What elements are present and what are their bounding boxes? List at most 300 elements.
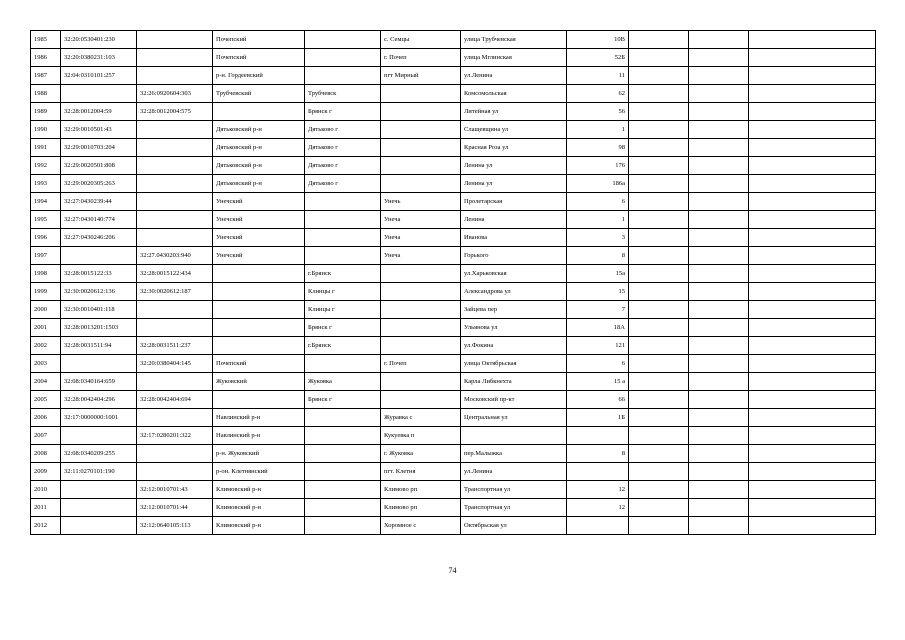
extra-2-cell: [689, 445, 749, 463]
cadastral-number-cell: 32:30:0010401:118: [61, 301, 137, 319]
locality-cell: Климово рп: [381, 499, 461, 517]
row-number-cell: 1994: [31, 193, 61, 211]
district-cell: Навлинский р-н: [213, 427, 305, 445]
locality-cell: [381, 85, 461, 103]
house-number-cell: 121: [567, 337, 629, 355]
extra-3-cell: [749, 355, 876, 373]
city-cell: [305, 247, 381, 265]
extra-2-cell: [689, 49, 749, 67]
city-cell: [305, 229, 381, 247]
cadastral-number-cell: 32:04:0310101:257: [61, 67, 137, 85]
locality-cell: [381, 265, 461, 283]
extra-1-cell: [629, 463, 689, 481]
street-cell: Карла Либкнехта: [461, 373, 567, 391]
city-cell: [305, 211, 381, 229]
district-cell: Почепский: [213, 49, 305, 67]
extra-2-cell: [689, 517, 749, 535]
table-row: [31, 247, 876, 265]
city-cell: Брянск г: [305, 319, 381, 337]
cadastral-number-2-cell: 32:12:0010701:43: [137, 481, 213, 499]
district-cell: [213, 103, 305, 121]
city-cell: Клинцы г: [305, 283, 381, 301]
locality-cell: г. Почеп: [381, 355, 461, 373]
city-cell: [305, 193, 381, 211]
cadastral-number-cell: 32:28:0012004:59: [61, 103, 137, 121]
table-row: [31, 427, 876, 445]
city-cell: Дятьково г: [305, 157, 381, 175]
district-cell: Унечский: [213, 229, 305, 247]
district-cell: Дятьковский р-н: [213, 139, 305, 157]
house-number-cell: 3: [567, 229, 629, 247]
cadastral-number-cell: [61, 85, 137, 103]
cadastral-number-2-cell: 32:28:0031511:237: [137, 337, 213, 355]
cadastral-number-cell: 32:27:0430239:44: [61, 193, 137, 211]
cadastral-number-cell: 32:30:0020612:136: [61, 283, 137, 301]
street-cell: Транспортная ул: [461, 499, 567, 517]
district-cell: Трубчевский: [213, 85, 305, 103]
row-number-cell: 1990: [31, 121, 61, 139]
cadastral-number-cell: [61, 517, 137, 535]
extra-2-cell: [689, 193, 749, 211]
street-cell: Московский пр-кт: [461, 391, 567, 409]
house-number-cell: 8: [567, 247, 629, 265]
extra-3-cell: [749, 481, 876, 499]
extra-3-cell: [749, 103, 876, 121]
street-cell: пер.Малыжка: [461, 445, 567, 463]
district-cell: Климовский р-н: [213, 481, 305, 499]
cadastral-number-2-cell: [137, 211, 213, 229]
row-number-cell: 2006: [31, 409, 61, 427]
extra-2-cell: [689, 121, 749, 139]
row-number-cell: 1999: [31, 283, 61, 301]
row-number-cell: 1992: [31, 157, 61, 175]
city-cell: [305, 463, 381, 481]
extra-2-cell: [689, 499, 749, 517]
cadastral-number-2-cell: 32:17:0280201:322: [137, 427, 213, 445]
table-row: [31, 139, 876, 157]
table-row: [31, 391, 876, 409]
table-row: [31, 409, 876, 427]
extra-3-cell: [749, 499, 876, 517]
table-row: [31, 319, 876, 337]
extra-3-cell: [749, 301, 876, 319]
house-number-cell: [567, 427, 629, 445]
locality-cell: [381, 391, 461, 409]
row-number-cell: 1987: [31, 67, 61, 85]
district-cell: р-н. Гордеевский: [213, 67, 305, 85]
house-number-cell: 1: [567, 211, 629, 229]
extra-2-cell: [689, 373, 749, 391]
locality-cell: пгт Мирный: [381, 67, 461, 85]
district-cell: [213, 319, 305, 337]
extra-3-cell: [749, 337, 876, 355]
cadastral-number-cell: 32:08:0340209:255: [61, 445, 137, 463]
city-cell: Дятьково г: [305, 175, 381, 193]
cadastral-number-cell: [61, 427, 137, 445]
extra-1-cell: [629, 265, 689, 283]
table-row: [31, 85, 876, 103]
house-number-cell: 62: [567, 85, 629, 103]
extra-2-cell: [689, 247, 749, 265]
street-cell: улица Мглинская: [461, 49, 567, 67]
street-cell: ул.Ленина: [461, 463, 567, 481]
cadastral-number-2-cell: [137, 445, 213, 463]
cadastral-number-2-cell: [137, 121, 213, 139]
house-number-cell: 98: [567, 139, 629, 157]
extra-2-cell: [689, 481, 749, 499]
extra-3-cell: [749, 31, 876, 49]
locality-cell: [381, 139, 461, 157]
extra-1-cell: [629, 283, 689, 301]
table-row: [31, 301, 876, 319]
district-cell: Дятьковский р-н: [213, 121, 305, 139]
row-number-cell: 2004: [31, 373, 61, 391]
city-cell: [305, 499, 381, 517]
extra-3-cell: [749, 49, 876, 67]
cadastral-number-2-cell: [137, 373, 213, 391]
extra-2-cell: [689, 265, 749, 283]
cadastral-number-cell: 32:11:0270101:190: [61, 463, 137, 481]
house-number-cell: 6: [567, 355, 629, 373]
table-row: [31, 175, 876, 193]
extra-1-cell: [629, 121, 689, 139]
house-number-cell: 12: [567, 481, 629, 499]
extra-1-cell: [629, 67, 689, 85]
locality-cell: Хоромное с: [381, 517, 461, 535]
locality-cell: [381, 283, 461, 301]
street-cell: Красная Роза ул: [461, 139, 567, 157]
locality-cell: пгт. Клетня: [381, 463, 461, 481]
extra-1-cell: [629, 391, 689, 409]
extra-2-cell: [689, 103, 749, 121]
extra-2-cell: [689, 31, 749, 49]
row-number-cell: 2009: [31, 463, 61, 481]
extra-2-cell: [689, 391, 749, 409]
cadastral-number-cell: 32:20:0380231:103: [61, 49, 137, 67]
row-number-cell: 2005: [31, 391, 61, 409]
locality-cell: Журавка с: [381, 409, 461, 427]
extra-3-cell: [749, 211, 876, 229]
city-cell: [305, 427, 381, 445]
locality-cell: Унеча: [381, 247, 461, 265]
cadastral-number-cell: [61, 355, 137, 373]
cadastral-number-2-cell: [137, 157, 213, 175]
cadastral-number-cell: 32:28:0042404:296: [61, 391, 137, 409]
row-number-cell: 1988: [31, 85, 61, 103]
city-cell: г.Брянск: [305, 337, 381, 355]
cadastral-number-2-cell: [137, 67, 213, 85]
table-row: [31, 337, 876, 355]
cadastral-number-2-cell: [137, 31, 213, 49]
locality-cell: Унеча: [381, 229, 461, 247]
locality-cell: [381, 103, 461, 121]
locality-cell: Климово рп: [381, 481, 461, 499]
table-row: [31, 229, 876, 247]
extra-1-cell: [629, 31, 689, 49]
extra-1-cell: [629, 157, 689, 175]
row-number-cell: 2000: [31, 301, 61, 319]
table-row: [31, 517, 876, 535]
extra-1-cell: [629, 337, 689, 355]
house-number-cell: 11: [567, 67, 629, 85]
street-cell: Ульянова ул: [461, 319, 567, 337]
table-row: [31, 265, 876, 283]
cadastral-number-2-cell: [137, 229, 213, 247]
district-cell: [213, 301, 305, 319]
locality-cell: [381, 157, 461, 175]
extra-3-cell: [749, 427, 876, 445]
extra-2-cell: [689, 319, 749, 337]
city-cell: [305, 49, 381, 67]
extra-3-cell: [749, 193, 876, 211]
extra-2-cell: [689, 139, 749, 157]
locality-cell: Кукуевка п: [381, 427, 461, 445]
cadastral-number-2-cell: 32:26:0920604:303: [137, 85, 213, 103]
cadastral-number-2-cell: 32:12:0640105:113: [137, 517, 213, 535]
house-number-cell: 18А: [567, 319, 629, 337]
table-row: [31, 31, 876, 49]
extra-1-cell: [629, 301, 689, 319]
table-row: [31, 463, 876, 481]
district-cell: [213, 391, 305, 409]
extra-2-cell: [689, 283, 749, 301]
cadastral-number-2-cell: [137, 139, 213, 157]
cadastral-number-cell: 32:29:0020501:808: [61, 157, 137, 175]
cadastral-number-2-cell: 32:28:0012004:575: [137, 103, 213, 121]
city-cell: Клинцы г: [305, 301, 381, 319]
locality-cell: г. Почеп: [381, 49, 461, 67]
row-number-cell: 2012: [31, 517, 61, 535]
cadastral-number-cell: [61, 247, 137, 265]
street-cell: Слащевщина ул: [461, 121, 567, 139]
cadastral-number-2-cell: [137, 193, 213, 211]
street-cell: Комсомольская: [461, 85, 567, 103]
extra-1-cell: [629, 373, 689, 391]
cadastral-number-2-cell: [137, 301, 213, 319]
extra-2-cell: [689, 175, 749, 193]
extra-3-cell: [749, 409, 876, 427]
cadastral-number-2-cell: [137, 463, 213, 481]
extra-2-cell: [689, 301, 749, 319]
locality-cell: [381, 319, 461, 337]
cadastral-number-cell: 32:28:0031511:94: [61, 337, 137, 355]
extra-3-cell: [749, 175, 876, 193]
cadastral-number-2-cell: 32:30:0020612:187: [137, 283, 213, 301]
table-row: [31, 121, 876, 139]
house-number-cell: [567, 463, 629, 481]
row-number-cell: 1991: [31, 139, 61, 157]
extra-1-cell: [629, 85, 689, 103]
city-cell: г.Брянск: [305, 265, 381, 283]
street-cell: Ленина ул: [461, 157, 567, 175]
district-cell: р-он. Клетнянский: [213, 463, 305, 481]
cadastral-number-2-cell: [137, 319, 213, 337]
locality-cell: с. Семцы: [381, 31, 461, 49]
cadastral-number-cell: 32:29:0010501:43: [61, 121, 137, 139]
extra-1-cell: [629, 319, 689, 337]
locality-cell: [381, 121, 461, 139]
cadastral-number-2-cell: [137, 409, 213, 427]
row-number-cell: 2003: [31, 355, 61, 373]
extra-2-cell: [689, 157, 749, 175]
district-cell: Почепский: [213, 355, 305, 373]
district-cell: Унечский: [213, 247, 305, 265]
table-row: [31, 445, 876, 463]
cadastral-number-cell: 32:28:0013201:1503: [61, 319, 137, 337]
house-number-cell: 15: [567, 283, 629, 301]
street-cell: Транспортная ул: [461, 481, 567, 499]
street-cell: Зайцева пер: [461, 301, 567, 319]
extra-3-cell: [749, 319, 876, 337]
street-cell: Иванова: [461, 229, 567, 247]
city-cell: Брянск г: [305, 103, 381, 121]
extra-1-cell: [629, 247, 689, 265]
extra-2-cell: [689, 211, 749, 229]
row-number-cell: 1998: [31, 265, 61, 283]
house-number-cell: 15 а: [567, 373, 629, 391]
extra-2-cell: [689, 463, 749, 481]
extra-3-cell: [749, 139, 876, 157]
cadastral-number-cell: 32:20:0530401:230: [61, 31, 137, 49]
extra-1-cell: [629, 175, 689, 193]
street-cell: ул.Харьковская: [461, 265, 567, 283]
extra-2-cell: [689, 427, 749, 445]
district-cell: Жуковский: [213, 373, 305, 391]
house-number-cell: 1: [567, 121, 629, 139]
extra-3-cell: [749, 265, 876, 283]
cadastral-number-2-cell: [137, 49, 213, 67]
table-row: [31, 49, 876, 67]
city-cell: Жуковка: [305, 373, 381, 391]
house-number-cell: 10В: [567, 31, 629, 49]
extra-3-cell: [749, 373, 876, 391]
city-cell: Дятьково г: [305, 139, 381, 157]
table-row: [31, 157, 876, 175]
locality-cell: [381, 175, 461, 193]
row-number-cell: 2002: [31, 337, 61, 355]
extra-1-cell: [629, 427, 689, 445]
house-number-cell: 176: [567, 157, 629, 175]
extra-1-cell: [629, 229, 689, 247]
district-cell: [213, 337, 305, 355]
extra-1-cell: [629, 499, 689, 517]
house-number-cell: 12: [567, 499, 629, 517]
street-cell: улица Октябрьская: [461, 355, 567, 373]
city-cell: [305, 517, 381, 535]
district-cell: [213, 265, 305, 283]
cadastral-number-cell: 32:27:0430246:206: [61, 229, 137, 247]
extra-1-cell: [629, 409, 689, 427]
street-cell: ул.Фокина: [461, 337, 567, 355]
extra-3-cell: [749, 517, 876, 535]
row-number-cell: 2001: [31, 319, 61, 337]
cadastral-number-cell: [61, 481, 137, 499]
city-cell: [305, 409, 381, 427]
district-cell: Навлинский р-н: [213, 409, 305, 427]
street-cell: Литейная ул: [461, 103, 567, 121]
district-cell: Дятьковский р-н: [213, 157, 305, 175]
street-cell: Горького: [461, 247, 567, 265]
row-number-cell: 1989: [31, 103, 61, 121]
table-row: [31, 103, 876, 121]
extra-2-cell: [689, 409, 749, 427]
cadastral-number-2-cell: 32:20:0380404:145: [137, 355, 213, 373]
row-number-cell: 2008: [31, 445, 61, 463]
row-number-cell: 2010: [31, 481, 61, 499]
extra-3-cell: [749, 121, 876, 139]
table-row: [31, 355, 876, 373]
street-cell: улица Трубчевская: [461, 31, 567, 49]
cadastral-number-cell: 32:29:0010703:204: [61, 139, 137, 157]
register-table-body: [31, 31, 876, 535]
city-cell: Брянск г: [305, 391, 381, 409]
city-cell: Трубчевск: [305, 85, 381, 103]
street-cell: Центральная ул: [461, 409, 567, 427]
city-cell: [305, 67, 381, 85]
table-row: [31, 193, 876, 211]
table-row: [31, 373, 876, 391]
house-number-cell: 1Б: [567, 409, 629, 427]
district-cell: [213, 283, 305, 301]
district-cell: Дятьковский р-н: [213, 175, 305, 193]
row-number-cell: 1997: [31, 247, 61, 265]
extra-3-cell: [749, 463, 876, 481]
extra-1-cell: [629, 517, 689, 535]
district-cell: р-н. Жуковский: [213, 445, 305, 463]
row-number-cell: 2011: [31, 499, 61, 517]
house-number-cell: 8: [567, 445, 629, 463]
locality-cell: [381, 301, 461, 319]
row-number-cell: 1995: [31, 211, 61, 229]
cadastral-number-cell: 32:27:0430140:774: [61, 211, 137, 229]
cadastral-number-2-cell: 32:28:0015122:434: [137, 265, 213, 283]
locality-cell: [381, 337, 461, 355]
district-cell: Почепский: [213, 31, 305, 49]
house-number-cell: 186а: [567, 175, 629, 193]
extra-1-cell: [629, 49, 689, 67]
row-number-cell: 1986: [31, 49, 61, 67]
city-cell: [305, 481, 381, 499]
district-cell: Унечский: [213, 193, 305, 211]
extra-2-cell: [689, 67, 749, 85]
extra-1-cell: [629, 211, 689, 229]
city-cell: [305, 445, 381, 463]
cadastral-number-cell: 32:28:0015122:33: [61, 265, 137, 283]
cadastral-number-2-cell: 32:27.0430203:940: [137, 247, 213, 265]
extra-3-cell: [749, 157, 876, 175]
table-row: [31, 211, 876, 229]
table-row: [31, 67, 876, 85]
cadastral-number-cell: 32:29:0020305:263: [61, 175, 137, 193]
extra-2-cell: [689, 85, 749, 103]
locality-cell: Унечь: [381, 193, 461, 211]
locality-cell: г. Жуковка: [381, 445, 461, 463]
page-number: 74: [448, 566, 457, 575]
district-cell: Климовский р-н: [213, 499, 305, 517]
extra-1-cell: [629, 103, 689, 121]
house-number-cell: 15а: [567, 265, 629, 283]
cadastral-number-cell: [61, 499, 137, 517]
district-cell: Унечский: [213, 211, 305, 229]
row-number-cell: 1985: [31, 31, 61, 49]
extra-3-cell: [749, 445, 876, 463]
extra-3-cell: [749, 391, 876, 409]
house-number-cell: 56: [567, 103, 629, 121]
extra-1-cell: [629, 193, 689, 211]
row-number-cell: 1996: [31, 229, 61, 247]
city-cell: [305, 31, 381, 49]
extra-1-cell: [629, 481, 689, 499]
